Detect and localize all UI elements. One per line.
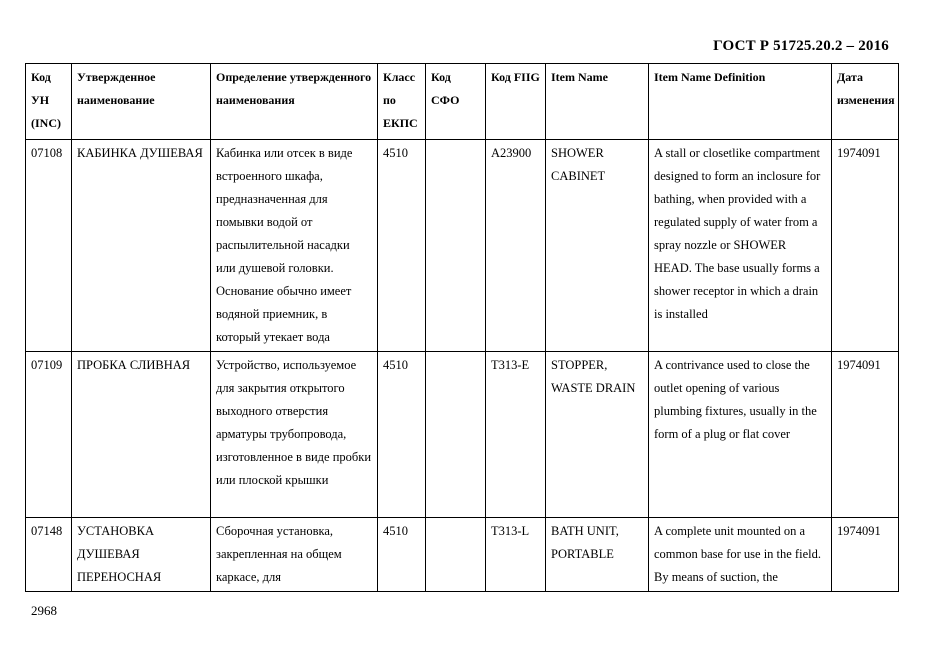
cell-approved-name: УСТАНОВКА ДУШЕВАЯ ПЕРЕНОСНАЯ: [72, 518, 211, 592]
table-row: [26, 352, 899, 518]
cell-item-name: SHOWER CABINET: [546, 140, 649, 352]
header-sfo-code: Код СФО: [426, 64, 486, 140]
cell-change-date: 1974091: [832, 352, 899, 518]
cell-sfo-code: [426, 352, 486, 518]
cell-fiig-code: A23900: [486, 140, 546, 352]
cell-change-date: 1974091: [832, 518, 899, 592]
header-fiig-code: Код FIIG: [486, 64, 546, 140]
header-definition-ru: Определение утвержденного наименования: [211, 64, 378, 140]
cell-fiig-code: T313-L: [486, 518, 546, 592]
cell-item-definition: A complete unit mounted on a common base for use in the field. By means of suction, the: [649, 518, 832, 592]
table-row: [26, 140, 899, 352]
cell-fiig-code: T313-E: [486, 352, 546, 518]
cell-item-definition: A contrivance used to close the outlet opening of various plumbing fixtures, usually in the form of a plug or flat cover: [649, 352, 832, 518]
cell-sfo-code: [426, 518, 486, 592]
header-row: [26, 64, 899, 140]
cell-definition-ru: Кабинка или отсек в виде встроенного шкафа, предназначенная для помывки водой от распылительной насадки или душевой головки. Основание обычно имеет водяной приемник, в который утекает вода: [211, 140, 378, 352]
cell-item-name: STOPPER, WASTE DRAIN: [546, 352, 649, 518]
cell-item-name: BATH UNIT, PORTABLE: [546, 518, 649, 592]
cell-approved-name: ПРОБКА СЛИВНАЯ: [72, 352, 211, 518]
header-item-definition: Item Name Definition: [649, 64, 832, 140]
page-number: 2968: [31, 603, 57, 618]
cell-definition-ru: Сборочная установка, закрепленная на общем каркасе, для: [211, 518, 378, 592]
cell-definition-ru: Устройство, используемое для закрытия открытого выходного отверстия арматуры трубопровода, изготовленное в виде пробки или плоской крышки: [211, 352, 378, 518]
table-header: [26, 64, 899, 140]
cell-inc: 07109: [26, 352, 72, 518]
cell-fsc-class: 4510: [378, 140, 426, 352]
cell-item-definition: A stall or closetlike compartment designed to form an inclosure for bathing, when provided with a regulated supply of water from a spray nozzle or SHOWER HEAD. The base usually forms a shower receptor in which a drain is installed: [649, 140, 832, 352]
header-fsc-class: Класс по ЕКПС: [378, 64, 426, 140]
cell-fsc-class: 4510: [378, 352, 426, 518]
header-inc: Код УН (INC): [26, 64, 72, 140]
header-approved-name: Утвержденное наименование: [72, 64, 211, 140]
document-standard-title: ГОСТ Р 51725.20.2 – 2016: [713, 38, 889, 54]
table-row: [26, 518, 899, 592]
header-change-date: Дата изменения: [832, 64, 899, 140]
cell-fsc-class: 4510: [378, 518, 426, 592]
cell-sfo-code: [426, 140, 486, 352]
cell-approved-name: КАБИНКА ДУШЕВАЯ: [72, 140, 211, 352]
cell-inc: 07108: [26, 140, 72, 352]
cell-change-date: 1974091: [832, 140, 899, 352]
cell-inc: 07148: [26, 518, 72, 592]
nomenclature-table: [25, 63, 899, 592]
header-item-name: Item Name: [546, 64, 649, 140]
